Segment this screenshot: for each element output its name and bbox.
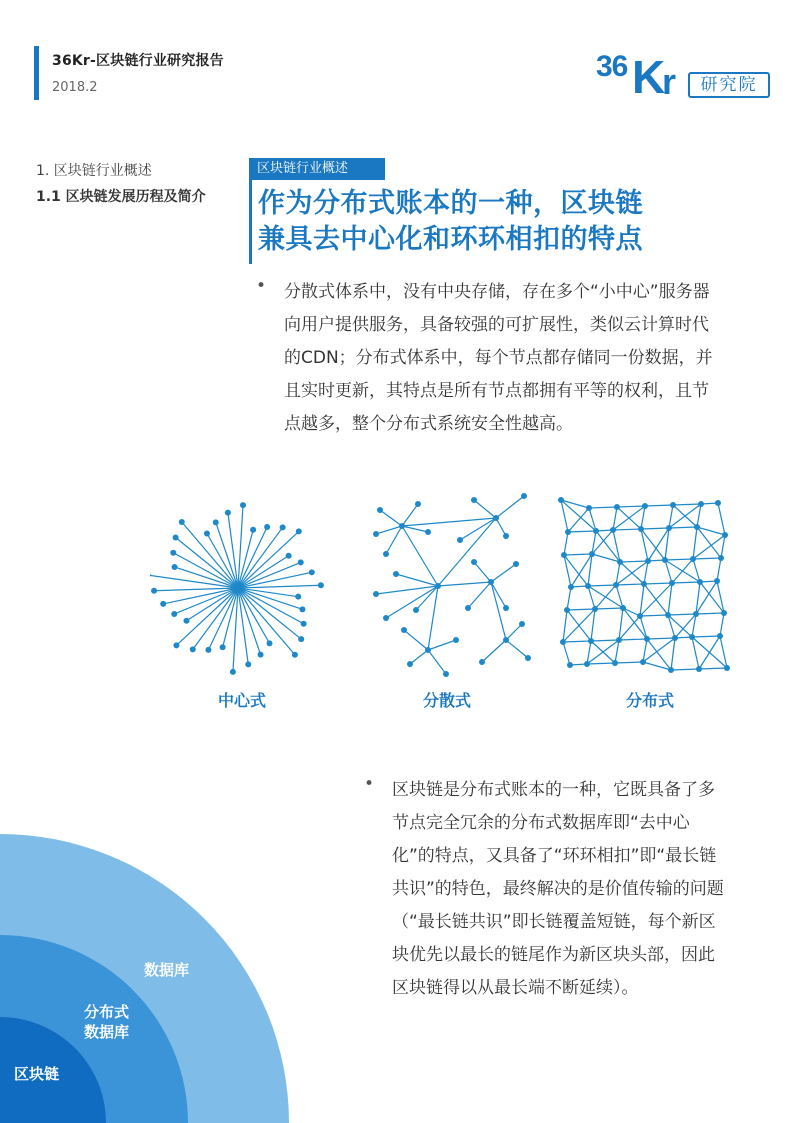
network-link — [402, 518, 496, 526]
network-link — [491, 582, 506, 640]
network-node — [722, 532, 728, 538]
network-link — [699, 668, 727, 669]
label-decentralized: 分散式 — [422, 691, 471, 710]
network-node — [401, 627, 407, 633]
network-node — [407, 661, 413, 667]
network-node — [503, 637, 509, 643]
network-node — [585, 583, 591, 589]
heading-line-1: 作为分布式账本的一种，区块链 — [258, 188, 643, 219]
network-link — [591, 609, 595, 641]
network-link — [491, 564, 516, 582]
network-node — [205, 647, 211, 653]
network-node — [697, 579, 703, 585]
network-node — [245, 661, 251, 667]
network-node — [617, 559, 623, 565]
nav-section-level1: 1. 区块链行业概述 — [36, 163, 152, 179]
network-link — [568, 531, 596, 532]
network-link — [640, 615, 668, 616]
decentralized-network-diagram — [356, 490, 536, 680]
network-node — [689, 634, 695, 640]
network-link — [718, 503, 725, 535]
network-link — [613, 529, 641, 530]
network-node — [666, 525, 672, 531]
network-node — [393, 571, 399, 577]
network-link — [672, 582, 700, 583]
network-link — [643, 639, 647, 662]
network-link — [641, 506, 645, 529]
network-link — [673, 504, 701, 505]
network-link — [506, 624, 522, 640]
network-node — [471, 497, 477, 503]
network-node — [565, 529, 571, 535]
network-node — [309, 569, 315, 575]
distributed-network-diagram — [554, 490, 734, 680]
heading-accent-line — [249, 180, 252, 264]
network-link — [568, 508, 589, 532]
report-date: 2018.2 — [52, 80, 98, 95]
network-link — [238, 588, 248, 664]
network-node — [717, 633, 723, 639]
network-node — [296, 528, 302, 534]
network-node — [714, 578, 720, 584]
network-link — [644, 561, 648, 584]
bullet-marker: • — [364, 774, 375, 794]
network-link — [669, 505, 673, 528]
network-node — [457, 537, 463, 543]
network-link — [428, 640, 456, 650]
network-node — [641, 581, 647, 587]
network-link — [615, 662, 643, 663]
network-node — [693, 611, 699, 617]
ring-label-line: 分布式 — [84, 1003, 130, 1021]
network-link — [668, 583, 672, 615]
network-link — [671, 638, 675, 670]
network-node — [425, 647, 431, 653]
network-node — [638, 526, 644, 532]
network-node — [672, 635, 678, 641]
network-link — [468, 582, 491, 608]
network-link — [563, 609, 595, 642]
network-link — [692, 636, 720, 637]
network-link — [496, 518, 506, 536]
network-link — [460, 518, 496, 540]
network-node — [399, 523, 405, 529]
network-node — [665, 612, 671, 618]
bullet-paragraph-network-types: 分散式体系中，没有中央存储，存在多个“小中心”服务器向用户提供服务，具备较强的可扩展性，类似云计算时代的CDN；分布式体系中，每个节点都存储同一份数据，并且实时更新，其特点是所有节点都拥有平等的权利，且节点越多，整个分布式系统安全性越高。 — [284, 282, 713, 434]
network-node — [718, 555, 724, 561]
network-link — [402, 504, 418, 526]
network-node — [204, 530, 210, 536]
network-node — [644, 636, 650, 642]
network-node — [586, 505, 592, 511]
network-node — [258, 652, 264, 658]
network-node — [612, 660, 618, 666]
network-link — [506, 640, 528, 658]
network-link — [697, 527, 725, 535]
network-link — [482, 640, 506, 662]
network-link — [697, 504, 701, 527]
network-node — [179, 519, 185, 525]
network-link — [616, 562, 620, 585]
network-node — [298, 636, 304, 642]
logo-letter-k: K — [632, 51, 666, 103]
network-node — [280, 524, 286, 530]
network-node — [299, 606, 305, 612]
network-node — [415, 501, 421, 507]
network-link — [438, 518, 496, 586]
network-link — [404, 630, 428, 650]
network-node — [453, 637, 459, 643]
ring-label-database: 数据库 — [144, 961, 190, 979]
network-link — [589, 507, 617, 508]
network-link — [376, 586, 438, 594]
network-node — [614, 504, 620, 510]
network-node — [286, 553, 292, 559]
network-link — [645, 505, 673, 506]
network-node — [662, 557, 668, 563]
network-node — [724, 665, 730, 671]
network-node — [519, 621, 525, 627]
network-link — [641, 528, 669, 529]
network-link — [491, 582, 506, 608]
network-node — [170, 550, 176, 556]
section-tag: 区块链行业概述 — [249, 158, 385, 180]
network-node — [240, 502, 246, 508]
network-link — [619, 639, 647, 640]
network-link — [699, 636, 720, 669]
network-link — [474, 500, 496, 518]
36kr-research-logo — [596, 50, 772, 102]
network-node — [690, 556, 696, 562]
network-node — [250, 527, 256, 533]
network-link — [693, 558, 721, 559]
network-link — [640, 616, 647, 639]
network-node — [640, 659, 646, 665]
network-node — [560, 639, 566, 645]
network-link — [380, 510, 402, 526]
network-node — [715, 500, 721, 506]
logo-number: 36 — [596, 50, 628, 83]
network-node — [220, 644, 226, 650]
network-link — [647, 638, 675, 639]
network-node — [592, 606, 598, 612]
network-node — [425, 529, 431, 535]
network-node — [301, 621, 307, 627]
network-link — [402, 526, 428, 532]
network-node — [503, 533, 509, 539]
network-node — [383, 615, 389, 621]
network-node — [160, 601, 166, 607]
network-node — [558, 497, 564, 503]
network-link — [410, 650, 428, 664]
network-link — [620, 561, 648, 562]
report-title: 36Kr-区块链行业研究报告 — [52, 53, 224, 69]
network-link — [644, 583, 672, 584]
logo-research-tag: 研究院 — [688, 72, 770, 98]
network-node — [183, 618, 189, 624]
network-link — [587, 641, 591, 664]
network-node — [295, 594, 301, 600]
network-node — [593, 528, 599, 534]
network-link — [474, 562, 491, 582]
network-link — [595, 608, 623, 609]
network-node — [493, 515, 499, 521]
network-node — [564, 607, 570, 613]
network-link — [563, 610, 567, 642]
centralized-network-diagram — [150, 490, 330, 680]
network-link — [233, 588, 238, 672]
network-node — [173, 642, 179, 648]
logo-letter-r: r — [662, 61, 677, 102]
network-link — [587, 663, 615, 664]
network-node — [151, 588, 157, 594]
network-node — [642, 503, 648, 509]
bullet-marker: • — [256, 276, 267, 296]
network-link — [671, 669, 699, 670]
network-link — [563, 642, 570, 665]
network-node — [225, 510, 231, 516]
network-link — [496, 496, 524, 518]
network-node — [589, 551, 595, 557]
network-link — [693, 527, 697, 559]
database-rings-diagram — [0, 834, 400, 1123]
ring-label-line: 数据库 — [84, 1023, 130, 1041]
nav-section-level2: 1.1 区块链发展历程及简介 — [36, 189, 206, 205]
network-node — [318, 582, 324, 588]
heading-line-2: 兼具去中心化和环环相扣的特点 — [258, 224, 643, 255]
network-link — [613, 507, 617, 530]
network-node — [171, 611, 177, 617]
network-node — [620, 605, 626, 611]
network-node — [150, 572, 151, 578]
network-node — [645, 558, 651, 564]
network-node — [264, 524, 270, 530]
network-link — [640, 584, 644, 616]
network-node — [521, 493, 527, 499]
network-node — [513, 561, 519, 567]
network-node — [669, 580, 675, 586]
bullet-paragraph-blockchain: 区块链是分布式账本的一种，它既具备了多节点完全冗余的分布式数据库即“去中心化”的特点，又具备了“环环相扣”即“最长链共识”的特色，最终解决的是价值传输的问题（“最长链共识”即长链覆盖短链，每个新区块优先以最长的链尾作为新区块头部，因此区块链得以从最长端不断延续）。 — [392, 780, 724, 998]
network-link — [665, 559, 693, 560]
network-node — [561, 552, 567, 558]
network-node — [525, 655, 531, 661]
network-link — [672, 559, 693, 583]
network-node — [173, 534, 179, 540]
network-link — [591, 640, 619, 641]
network-node — [435, 583, 441, 589]
network-node — [616, 637, 622, 643]
network-node — [235, 585, 241, 591]
network-link — [640, 583, 672, 616]
network-link — [696, 613, 724, 614]
network-link — [668, 614, 696, 615]
network-link — [592, 554, 620, 562]
network-link — [567, 609, 595, 610]
page-heading — [258, 186, 728, 258]
network-link — [238, 531, 299, 588]
network-node — [584, 661, 590, 667]
network-node — [698, 501, 704, 507]
network-node — [373, 531, 379, 537]
header-accent-bar — [34, 46, 39, 100]
network-link — [643, 662, 671, 670]
network-node — [190, 646, 196, 652]
network-node — [413, 607, 419, 613]
network-link — [564, 532, 568, 555]
network-link — [617, 506, 645, 507]
label-centralized: 中心式 — [217, 691, 266, 710]
network-node — [443, 671, 449, 677]
network-node — [488, 579, 494, 585]
network-node — [696, 666, 702, 672]
network-link — [720, 613, 724, 636]
network-link — [228, 513, 238, 588]
label-distributed: 分布式 — [625, 691, 674, 710]
network-node — [230, 669, 236, 675]
network-link — [616, 584, 644, 585]
network-link — [386, 586, 438, 618]
network-node — [567, 662, 573, 668]
network-node — [637, 613, 643, 619]
network-node — [503, 605, 509, 611]
network-link — [567, 587, 571, 610]
network-node — [613, 582, 619, 588]
network-link — [619, 608, 623, 640]
network-node — [694, 524, 700, 530]
network-link — [238, 505, 243, 588]
network-node — [267, 640, 273, 646]
network-node — [568, 584, 574, 590]
ring-label-distributed-database — [84, 1002, 129, 1042]
network-link — [669, 527, 697, 528]
network-link — [176, 588, 238, 645]
network-node — [588, 638, 594, 644]
network-link — [438, 582, 491, 586]
network-node — [610, 527, 616, 533]
network-node — [383, 551, 389, 557]
network-link — [428, 650, 446, 674]
network-link — [615, 640, 619, 663]
network-link — [563, 641, 591, 642]
network-node — [377, 507, 383, 513]
network-node — [373, 591, 379, 597]
network-node — [213, 519, 219, 525]
network-node — [172, 564, 178, 570]
network-link — [717, 558, 721, 581]
network-node — [465, 605, 471, 611]
network-node — [670, 502, 676, 508]
network-link — [564, 554, 592, 555]
network-link — [721, 535, 725, 558]
network-node — [721, 610, 727, 616]
network-node — [298, 559, 304, 565]
ring-label-blockchain: 区块链 — [14, 1065, 60, 1083]
network-node — [668, 667, 674, 673]
network-node — [292, 652, 298, 658]
network-link — [595, 585, 616, 609]
network-node — [471, 559, 477, 565]
network-node — [479, 659, 485, 665]
network-link — [588, 585, 616, 586]
